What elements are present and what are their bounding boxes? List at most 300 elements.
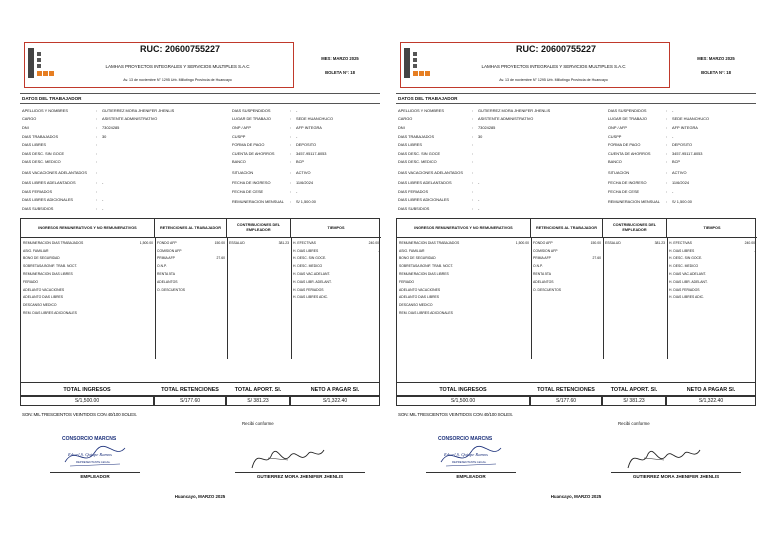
list-item — [669, 270, 755, 278]
list-item: DIAS LIBRES ADICIONALES : - — [398, 195, 598, 204]
total-retenciones-value: S/177.60 — [154, 396, 226, 406]
item-label: PRIMA AFP — [533, 256, 551, 261]
received-label: Recibi conforme — [618, 421, 650, 426]
list-item: CUSPP : - — [608, 132, 756, 141]
item-value: 150.00 — [214, 240, 225, 245]
list-item — [399, 239, 529, 247]
list-item: SITUACION : ACTIVO — [608, 166, 756, 178]
list-item: REMUNERACION MENSUAL : S/ 1,500.00 — [232, 195, 380, 207]
item-value: 30 — [102, 133, 107, 139]
list-item — [533, 239, 601, 247]
item-label: CUSPP — [608, 133, 622, 139]
pay-month: MES: MARZO 2025 — [321, 56, 359, 61]
list-item: APELLIDOS Y NOMBRES : GUTIERREZ MORA JHENIFER JHENLIS — [22, 106, 222, 115]
item-value: - — [296, 188, 298, 194]
item-value: BCP — [672, 159, 680, 165]
item-value: 381.23 — [654, 240, 665, 245]
item-label: DIAS DESC. MEDICO — [22, 159, 61, 165]
item-label: H. DESC. MEDICO — [669, 264, 699, 269]
item-value: 11/6/2024 — [296, 179, 314, 185]
item-label: O.N.P. — [533, 264, 543, 269]
contribuciones-list — [229, 239, 289, 247]
item-label: H. DIAS LIBRES — [293, 248, 319, 253]
item-label: ADELANTO DIAS LIBRES — [399, 295, 440, 300]
list-item: DIAS SUSPENDIDOS : - — [608, 106, 756, 115]
list-item: DIAS TRABAJADOS : 30 — [22, 132, 222, 141]
tiempos-list — [669, 239, 755, 301]
pay-month: MES: MARZO 2025 — [697, 56, 735, 61]
place-date: Huancayo, MARZO 2025 — [550, 494, 602, 499]
item-label: PRIMA AFP — [157, 256, 175, 261]
item-label: O.N.P. — [157, 264, 167, 269]
item-label: RENTA 5TA — [533, 272, 551, 277]
item-value: - — [102, 205, 104, 211]
ingresos-list — [23, 239, 153, 317]
item-label: ONP / AFP — [608, 124, 627, 130]
item-label: REMUNERACION MENSUAL — [232, 198, 284, 204]
item-label: DIAS LIBRES — [22, 142, 47, 148]
list-item — [533, 270, 601, 278]
list-item: DIAS DESC. MEDICO : — [22, 159, 98, 165]
list-item: DIAS SUBSIDIOS : - — [398, 204, 598, 213]
list-item — [23, 278, 153, 286]
item-label: DIAS SUSPENDIDOS — [232, 107, 271, 113]
worker-details-right — [232, 106, 380, 207]
item-value: S/ 1,500.00 — [672, 198, 692, 204]
list-item — [23, 309, 153, 317]
list-item — [399, 301, 529, 309]
item-value: - — [478, 197, 480, 203]
item-label: H. DIAS FERIADOS — [293, 287, 324, 292]
item-value: 1,500.00 — [139, 240, 153, 245]
list-item: DIAS DESC. MEDICO : — [398, 159, 474, 165]
worker-details-right — [608, 106, 756, 207]
list-item — [293, 255, 379, 263]
item-label: FORMA DE PAGO — [232, 142, 265, 148]
list-item: FORMA DE PAGO : DEPOSITO — [608, 140, 756, 149]
item-label: O. DESCUENTOS — [533, 287, 562, 292]
slip-header — [396, 40, 756, 90]
item-value: - — [672, 107, 674, 113]
list-item — [157, 278, 225, 286]
item-label: REMUNERACION DIAS TRABAJADOS — [399, 240, 460, 245]
employer-signature-icon — [436, 440, 506, 470]
item-value: 3457-95117-8053 — [296, 150, 327, 156]
item-label: REMUNERACION DIAS LIBRES — [399, 272, 449, 277]
list-item: LUGAR DE TRABAJO : SEDE HUANCHUCO — [608, 115, 756, 124]
company-stamp: CONSORCIO MARCNS Edwel S. Quispe Ramos REPRESENTANTE LEGAL — [438, 436, 493, 464]
item-label: LUGAR DE TRABAJO — [232, 116, 271, 122]
worker-section-title: DATOS DEL TRABAJADOR — [398, 96, 458, 101]
item-label: DIAS VACACIONES ADELANTADOS — [22, 169, 87, 175]
worker-section-title: DATOS DEL TRABAJADOR — [22, 96, 82, 101]
item-label: FERIADO — [399, 279, 415, 284]
worker-name-label: GUTIERREZ MORA JHENIFER JHENLIS — [256, 474, 344, 479]
item-label: DIAS LIBRES ADICIONALES — [22, 197, 74, 203]
item-label: FECHA DE CESE — [232, 188, 264, 194]
list-item: DNI : 73024285 — [22, 123, 222, 132]
list-item: DIAS LIBRES ADELANTADOS : - — [398, 178, 598, 187]
item-value: AFP INTEGRA — [672, 124, 698, 130]
list-item — [293, 278, 379, 286]
item-label: CARGO — [398, 116, 413, 122]
item-value: - — [478, 205, 480, 211]
contribuciones-list — [605, 239, 665, 247]
list-item: FECHA DE CESE : - — [232, 187, 380, 196]
item-value: 1,500.00 — [515, 240, 529, 245]
item-label: ASIG. FAMILIAR — [23, 248, 49, 253]
item-label: DIAS SUSPENDIDOS — [608, 107, 647, 113]
list-item: ONP / AFP : AFP INTEGRA — [608, 123, 756, 132]
total-retenciones-value: S/177.60 — [530, 396, 602, 406]
amount-in-words: SON: MIL TRESCIENTOS VEINTIDOS CON 40/100 SOLES. — [22, 412, 137, 417]
item-value: 240.00 — [368, 240, 379, 245]
list-item — [669, 239, 755, 247]
total-retenciones-label: TOTAL RETENCIONES — [154, 382, 226, 396]
list-item — [399, 309, 529, 317]
list-item — [157, 247, 225, 255]
item-label: O. DESCUENTOS — [157, 287, 186, 292]
list-item — [23, 255, 153, 263]
total-ingresos-value: S/1,500.00 — [396, 396, 530, 406]
item-label: H. DIAS LIBR. ADELANT. — [293, 279, 332, 284]
item-label: H. DIAS LIBRES — [669, 248, 695, 253]
item-label: APELLIDOS Y NOMBRES — [22, 107, 68, 113]
employer-signature-icon — [60, 440, 130, 470]
item-label: ADELANTO DIAS LIBRES — [23, 295, 64, 300]
item-value: - — [478, 179, 480, 185]
item-value: - — [377, 248, 379, 253]
list-item — [293, 294, 379, 302]
item-label: CUENTA DE AHORROS — [608, 150, 651, 156]
list-item: LUGAR DE TRABAJO : SEDE HUANCHUCO — [232, 115, 380, 124]
item-label: COMISION AFP — [157, 248, 182, 253]
list-item: DIAS SUSPENDIDOS : - — [232, 106, 380, 115]
item-label: H. DESC. SIN GOCE. — [293, 256, 327, 261]
item-value: AFP INTEGRA — [296, 124, 322, 130]
item-value: - — [296, 133, 298, 139]
list-item — [229, 239, 289, 247]
item-label: CARGO — [22, 116, 37, 122]
item-label: REMUNERACION DIAS LIBRES — [23, 272, 73, 277]
list-item: FECHA DE INGRESO : 11/6/2024 — [232, 178, 380, 187]
item-label: DESCANSO MEDICO — [23, 303, 57, 308]
list-item: CARGO : ASISTENTE ADMINISTRATIVO — [398, 115, 598, 124]
list-item — [669, 255, 755, 263]
list-item — [533, 262, 601, 270]
company-logo-icon — [404, 48, 434, 78]
list-item — [23, 262, 153, 270]
item-value: 27.60 — [592, 256, 601, 261]
list-item: DIAS LIBRES : — [22, 142, 98, 148]
item-label: H. EFECTIVAS — [669, 240, 692, 245]
item-label: H. DIAS VAC.ADELANT. — [293, 272, 331, 277]
neto-value: S/1,322.40 — [290, 396, 380, 406]
total-retenciones-label: TOTAL RETENCIONES — [530, 382, 602, 396]
list-item: BANCO : BCP — [232, 158, 380, 167]
list-item — [533, 278, 601, 286]
amount-in-words: SON: MIL TRESCIENTOS VEINTIDOS CON 40/100 SOLES. — [398, 412, 513, 417]
list-item: DIAS DESC. SIN GOCE : — [22, 150, 98, 156]
item-label: DIAS LIBRES ADELANTADOS — [398, 179, 452, 185]
list-item — [293, 262, 379, 270]
item-value: GUTIERREZ MORA JHENIFER JHENLIS — [102, 107, 175, 113]
list-item — [23, 247, 153, 255]
item-label: ADELANTO VACACIONES — [23, 287, 65, 292]
header-retenciones: RETENCIONES AL TRABAJADOR — [155, 219, 227, 237]
item-value: - — [672, 133, 674, 139]
company-stamp: CONSORCIO MARCNS Edwel S. Quispe Ramos REPRESENTANTE LEGAL — [62, 436, 117, 464]
list-item — [669, 262, 755, 270]
item-label: H. DIAS FERIADOS — [669, 287, 700, 292]
total-ingresos-label: TOTAL INGRESOS — [396, 382, 530, 396]
item-value: GUTIERREZ MORA JHENIFER JHENLIS — [478, 107, 551, 113]
list-item — [23, 286, 153, 294]
item-value: 73024285 — [102, 124, 120, 130]
item-label: DESCANSO MEDICO — [399, 303, 433, 308]
retenciones-list — [533, 239, 601, 294]
item-label: ASIG. FAMILIAR — [399, 248, 425, 253]
item-label: FECHA DE INGRESO — [232, 179, 271, 185]
item-label: H. DIAS VAC.ADELANT. — [669, 272, 707, 277]
slip-number: BOLETA N°: 18 — [325, 70, 355, 75]
payslip-left — [20, 40, 380, 510]
list-item — [23, 301, 153, 309]
item-label: FONDO AFP — [533, 240, 553, 245]
list-item — [23, 294, 153, 302]
item-label: H. DIAS LIBR. ADELANT. — [669, 279, 708, 284]
list-item — [533, 255, 601, 263]
total-aport-value: S/ 381.23 — [226, 396, 290, 406]
worker-details-left — [398, 106, 598, 213]
list-item — [533, 247, 601, 255]
worker-details-left — [22, 106, 222, 213]
item-label: BANCO — [608, 159, 622, 165]
worker-name-label: GUTIERREZ MORA JHENIFER JHENLIS — [632, 474, 720, 479]
list-item: CUSPP : - — [232, 132, 380, 141]
list-item — [399, 294, 529, 302]
worker-signature-icon — [248, 440, 328, 472]
list-item — [157, 262, 225, 270]
neto-label: NETO A PAGAR SI. — [290, 382, 380, 396]
item-value: 150.00 — [590, 240, 601, 245]
list-item: CARGO : ASISTENTE ADMINISTRATIVO — [22, 115, 222, 124]
item-label: FECHA DE INGRESO — [608, 179, 647, 185]
item-label: DNI — [22, 124, 29, 130]
item-value: 30 — [478, 133, 483, 139]
ingresos-list — [399, 239, 529, 317]
item-label: DIAS TRABAJADOS — [22, 133, 59, 139]
list-item: DIAS SUBSIDIOS : - — [22, 204, 222, 213]
slip-header — [20, 40, 380, 90]
item-value: SEDE HUANCHUCO — [672, 116, 709, 122]
total-aport-label: TOTAL APORT. SI. — [226, 382, 290, 396]
item-label: ESSALUD — [605, 240, 621, 245]
item-value: 27.60 — [216, 256, 225, 261]
item-label: REM. DIAS LIBRES ADICIONALES — [23, 311, 77, 316]
item-value: - — [102, 179, 104, 185]
item-label: SITUACION — [232, 169, 254, 175]
list-item — [23, 270, 153, 278]
item-value: 11/6/2024 — [672, 179, 690, 185]
item-label: H. DESC. MEDICO — [293, 264, 323, 269]
item-value: - — [296, 107, 298, 113]
company-address: Av. 13 de noviembre N° 1295 Urb. Millotingo Provincia de Huancayo — [499, 78, 608, 82]
item-label: BONO DE SEGURIDAD — [23, 256, 60, 261]
item-value: 240.00 — [744, 240, 755, 245]
list-item: DIAS VACACIONES ADELANTADOS : — [398, 169, 474, 175]
item-label: SITUACION — [608, 169, 630, 175]
item-label: DIAS LIBRES ADICIONALES — [398, 197, 450, 203]
list-item: FORMA DE PAGO : DEPOSITO — [232, 140, 380, 149]
header-contribuciones: CONTRIBUCIONES DEL EMPLEADOR — [227, 219, 291, 237]
list-item — [669, 294, 755, 302]
item-value: 381.23 — [278, 240, 289, 245]
list-item — [399, 278, 529, 286]
payslip-right — [396, 40, 756, 510]
company-name: LAMHAS PROYECTOS INTEGRALES Y SERVICIOS MULTIPLES S.A.C — [481, 64, 626, 69]
item-label: ADELANTOS — [533, 279, 554, 284]
header-tiempos: TIEMPOS — [703, 225, 721, 230]
item-label: DIAS VACACIONES ADELANTADOS — [398, 169, 463, 175]
item-label: SOBRETASA BONIF. TRAB. NOCT. — [399, 264, 454, 269]
list-item: DIAS TRABAJADOS : 30 — [398, 132, 598, 141]
list-item — [157, 255, 225, 263]
list-item: SITUACION : ACTIVO — [232, 166, 380, 178]
item-label: ADELANTO VACACIONES — [399, 287, 441, 292]
item-label: H. DESC. SIN GOCE. — [669, 256, 703, 261]
item-label: DIAS DESC. MEDICO — [398, 159, 437, 165]
total-ingresos-value: S/1,500.00 — [20, 396, 154, 406]
item-label: DIAS LIBRES — [398, 142, 423, 148]
company-name: LAMHAS PROYECTOS INTEGRALES Y SERVICIOS MULTIPLES S.A.C — [105, 64, 250, 69]
list-item: FECHA DE INGRESO : 11/6/2024 — [608, 178, 756, 187]
item-label: LUGAR DE TRABAJO — [608, 116, 647, 122]
list-item: DIAS DESC. SIN GOCE : — [398, 150, 474, 156]
item-label: REMUNERACION MENSUAL — [608, 198, 660, 204]
item-label: CUSPP — [232, 133, 246, 139]
list-item: DIAS FERIADOS : — [398, 188, 474, 194]
list-item: BANCO : BCP — [608, 158, 756, 167]
item-value: 73024285 — [478, 124, 496, 130]
list-item — [157, 270, 225, 278]
list-item — [293, 239, 379, 247]
item-label: DIAS LIBRES ADELANTADOS — [22, 179, 76, 185]
header-tiempos: TIEMPOS — [327, 225, 345, 230]
item-label: FONDO AFP — [157, 240, 177, 245]
item-label: FERIADO — [23, 279, 39, 284]
list-item — [605, 239, 665, 247]
item-label: DIAS FERIADOS — [398, 188, 429, 194]
item-label: DIAS SUBSIDIOS — [398, 205, 430, 211]
list-item — [669, 286, 755, 294]
list-item: CUENTA DE AHORROS : 3457-95117-8053 — [608, 149, 756, 158]
employer-label: EMPLEADOR — [456, 474, 486, 479]
list-item — [293, 270, 379, 278]
item-value: DEPOSITO — [672, 142, 693, 148]
list-item: APELLIDOS Y NOMBRES : GUTIERREZ MORA JHENIFER JHENLIS — [398, 106, 598, 115]
place-date: Huancayo, MARZO 2025 — [174, 494, 226, 499]
list-item: DIAS LIBRES ADICIONALES : - — [22, 195, 222, 204]
item-label: CUENTA DE AHORROS — [232, 150, 275, 156]
item-label: BONO DE SEGURIDAD — [399, 256, 436, 261]
header-ingresos: INGRESOS REMUNERATIVOS Y NO REMUNERATIVOS — [21, 219, 155, 237]
list-item: DIAS VACACIONES ADELANTADOS : — [22, 169, 98, 175]
item-label: DIAS TRABAJADOS — [398, 133, 435, 139]
item-label: FECHA DE CESE — [608, 188, 640, 194]
item-label: BANCO — [232, 159, 246, 165]
retenciones-list — [157, 239, 225, 294]
item-value: ASISTENTE ADMINISTRATIVO — [478, 116, 534, 122]
list-item — [293, 286, 379, 294]
item-label: DIAS DESC. SIN GOCE — [398, 150, 441, 156]
item-label: H. DIAS LIBRES ADIC. — [293, 295, 329, 300]
item-label: REM. DIAS LIBRES ADICIONALES — [399, 311, 453, 316]
item-label: H. EFECTIVAS — [293, 240, 316, 245]
list-item — [157, 239, 225, 247]
list-item: FECHA DE CESE : - — [608, 187, 756, 196]
item-value: ACTIVO — [296, 169, 311, 175]
item-label: RENTA 5TA — [157, 272, 175, 277]
item-label: DNI — [398, 124, 405, 130]
totals-row — [396, 382, 756, 404]
item-value: - — [102, 197, 104, 203]
totals-row — [20, 382, 380, 404]
ruc-number: RUC: 20600755227 — [515, 44, 597, 54]
item-label: APELLIDOS Y NOMBRES — [398, 107, 444, 113]
item-value: ASISTENTE ADMINISTRATIVO — [102, 116, 158, 122]
total-aport-label: TOTAL APORT. SI. — [602, 382, 666, 396]
total-aport-value: S/ 381.23 — [602, 396, 666, 406]
company-logo-icon — [28, 48, 58, 78]
item-value: - — [672, 188, 674, 194]
tiempos-list — [293, 239, 379, 301]
item-value: - — [753, 248, 755, 253]
list-item — [399, 286, 529, 294]
list-item: CUENTA DE AHORROS : 3457-95117-8053 — [232, 149, 380, 158]
list-item — [23, 239, 153, 247]
list-item: DIAS LIBRES ADELANTADOS : - — [22, 178, 222, 187]
list-item: DIAS FERIADOS : — [22, 188, 98, 194]
list-item — [399, 262, 529, 270]
item-value: DEPOSITO — [296, 142, 317, 148]
list-item — [157, 286, 225, 294]
item-label: DIAS DESC. SIN GOCE — [22, 150, 65, 156]
item-label: H. DIAS LIBRES ADIC. — [669, 295, 705, 300]
item-label: ESSALUD — [229, 240, 245, 245]
payroll-table — [396, 218, 756, 396]
item-value: S/ 1,500.00 — [296, 198, 316, 204]
item-label: DIAS SUBSIDIOS — [22, 205, 54, 211]
list-item: ONP / AFP : AFP INTEGRA — [232, 123, 380, 132]
list-item — [533, 286, 601, 294]
item-value: BCP — [296, 159, 304, 165]
header-contribuciones: CONTRIBUCIONES DEL EMPLEADOR — [603, 219, 667, 237]
received-label: Recibi conforme — [242, 421, 274, 426]
header-ingresos: INGRESOS REMUNERATIVOS Y NO REMUNERATIVOS — [397, 219, 531, 237]
item-value: 3457-95117-8053 — [672, 150, 703, 156]
worker-signature-icon — [624, 440, 704, 472]
item-label: SOBRETASA BONIF. TRAB. NOCT. — [23, 264, 78, 269]
ruc-number: RUC: 20600755227 — [139, 44, 221, 54]
list-item: DNI : 73024285 — [398, 123, 598, 132]
item-value: SEDE HUANCHUCO — [296, 116, 333, 122]
total-ingresos-label: TOTAL INGRESOS — [20, 382, 154, 396]
company-address: Av. 13 de noviembre N° 1295 Urb. Millotingo Provincia de Huancayo — [123, 78, 232, 82]
neto-label: NETO A PAGAR SI. — [666, 382, 756, 396]
list-item — [293, 247, 379, 255]
neto-value: S/1,322.40 — [666, 396, 756, 406]
